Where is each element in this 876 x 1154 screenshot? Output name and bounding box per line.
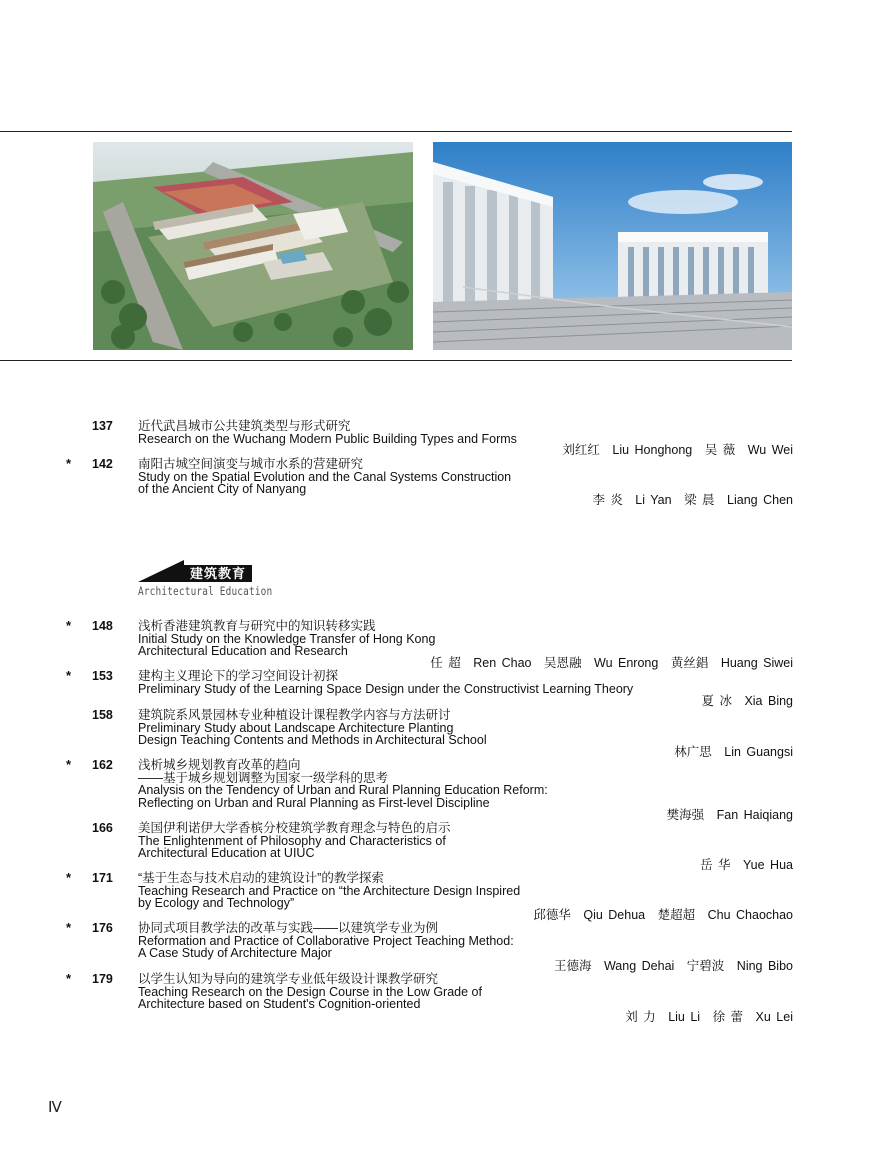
title-zh: 建筑院系风景园林专业种植设计课程教学内容与方法研讨	[138, 708, 451, 722]
title-en: Preliminary Study of the Learning Space Design under the Constructivist Learning Theory	[138, 681, 634, 696]
toc-entry[interactable]	[66, 759, 793, 823]
title-en: Teaching Research on the Design Course in the Low Grade of	[138, 984, 482, 999]
authors: 任 超 Ren Chao 吴恩融 Wu Enrong 黄丝錩 Huang Siwei	[430, 656, 793, 670]
authors: 林广思 Lin Guangsi	[674, 745, 793, 759]
authors: 夏 冰 Xia Bing	[701, 694, 793, 708]
title-en: Reformation and Practice of Collaborative Project Teaching Method:	[138, 933, 514, 948]
building-colonnade-photo	[433, 142, 792, 350]
page-number: 158	[92, 708, 113, 722]
title-zh: “基于生态与技术启动的建筑设计”的教学探索	[138, 871, 384, 885]
title-en: Design Teaching Contents and Methods in Architectural School	[138, 733, 487, 747]
title-en: Study on the Spatial Evolution and the Canal Systems Construction	[138, 469, 512, 484]
star-mark: *	[66, 920, 72, 935]
page-number: 148	[92, 619, 113, 633]
title-en: Architectural Education at UIUC	[138, 846, 315, 860]
star-mark: *	[66, 870, 72, 885]
page-number: 162	[92, 758, 113, 772]
page-number: 179	[92, 972, 113, 986]
authors: 岳 华 Yue Hua	[700, 858, 793, 872]
campus-aerial-photo	[93, 142, 413, 350]
toc-entry[interactable]	[66, 973, 793, 1025]
authors: 樊海强 Fan Haiqiang	[666, 808, 793, 822]
toc-entry[interactable]	[66, 420, 793, 460]
toc-entry[interactable]	[66, 922, 793, 974]
section-heading	[138, 560, 398, 604]
title-en: Preliminary Study about Landscape Architecture Planting	[138, 720, 454, 735]
authors: 刘红红 Liu Honghong 吴 薇 Wu Wei	[562, 443, 793, 457]
title-en: The Enlightenment of Philosophy and Characteristics of	[138, 833, 446, 848]
authors: 王德海 Wang Dehai 宁碧波 Ning Bibo	[553, 959, 793, 973]
star-mark: *	[66, 757, 72, 772]
toc-entry[interactable]	[66, 458, 793, 508]
star-mark: *	[66, 668, 72, 683]
authors: 刘 力 Liu Li 徐 蕾 Xu Lei	[625, 1010, 793, 1024]
toc-entry[interactable]	[66, 709, 793, 761]
title-en: by Ecology and Technology”	[138, 896, 295, 910]
page-number: 171	[92, 871, 113, 885]
title-en: A Case Study of Architecture Major	[138, 946, 332, 960]
star-mark: *	[66, 456, 72, 471]
title-zh: 协同式项目教学法的改革与实践——以建筑学专业为例	[138, 921, 439, 935]
toc-entry[interactable]	[66, 822, 793, 874]
page-number: 142	[92, 457, 113, 471]
title-en: Teaching Research and Practice on “the Architecture Design Inspired	[138, 883, 521, 898]
middle-rule	[0, 360, 792, 361]
title-en: Analysis on the Tendency of Urban and Rural Planning Education Reform:	[138, 783, 548, 797]
title-zh: 近代武昌城市公共建筑类型与形式研究	[138, 419, 351, 433]
title-zh: 南阳古城空间演变与城市水系的营建研究	[138, 457, 364, 471]
authors: 李 炎 Li Yan 梁 晨 Liang Chen	[592, 493, 793, 507]
subtitle-zh: ——基于城乡规划调整为国家一级学科的思考	[138, 770, 389, 785]
star-mark: *	[66, 971, 72, 986]
section-title: 建筑教育	[184, 565, 252, 582]
title-zh: 美国伊利诺伊大学香槟分校建筑学教育理念与特色的启示	[138, 821, 451, 835]
star-mark: *	[66, 618, 72, 633]
title-en: Architectural Education and Research	[138, 644, 348, 658]
page-number: 137	[92, 419, 113, 433]
title-zh: 建构主义理论下的学习空间设计初探	[138, 669, 339, 683]
title-zh: 浅析城乡规划教育改革的趋向	[138, 758, 301, 772]
title-en: Initial Study on the Knowledge Transfer of Hong Kong	[138, 631, 436, 646]
page-number: 176	[92, 921, 113, 935]
authors: 邱德华 Qiu Dehua 楚超超 Chu Chaochao	[533, 908, 793, 922]
toc-entry[interactable]	[66, 620, 793, 672]
top-rule	[0, 131, 792, 132]
page-number: 166	[92, 821, 113, 835]
title-zh: 以学生认知为导向的建筑学专业低年级设计课教学研究	[138, 972, 439, 986]
page-number: 153	[92, 669, 113, 683]
title-en: of the Ancient City of Nanyang	[138, 482, 307, 496]
toc-entry[interactable]	[66, 872, 793, 924]
page-folio: Ⅳ	[48, 1100, 62, 1116]
toc-entry[interactable]	[66, 670, 793, 710]
section-triangle-icon	[138, 560, 188, 582]
title-en: Research on the Wuchang Modern Public Building Types and Forms	[138, 431, 517, 446]
title-zh: 浅析香港建筑教育与研究中的知识转移实践	[138, 619, 376, 633]
title-en: Architecture based on Student's Cognition-oriented	[138, 997, 421, 1011]
title-en: Reflecting on Urban and Rural Planning as First-level Discipline	[138, 795, 490, 810]
section-subtitle: Architectural Education	[138, 584, 273, 598]
